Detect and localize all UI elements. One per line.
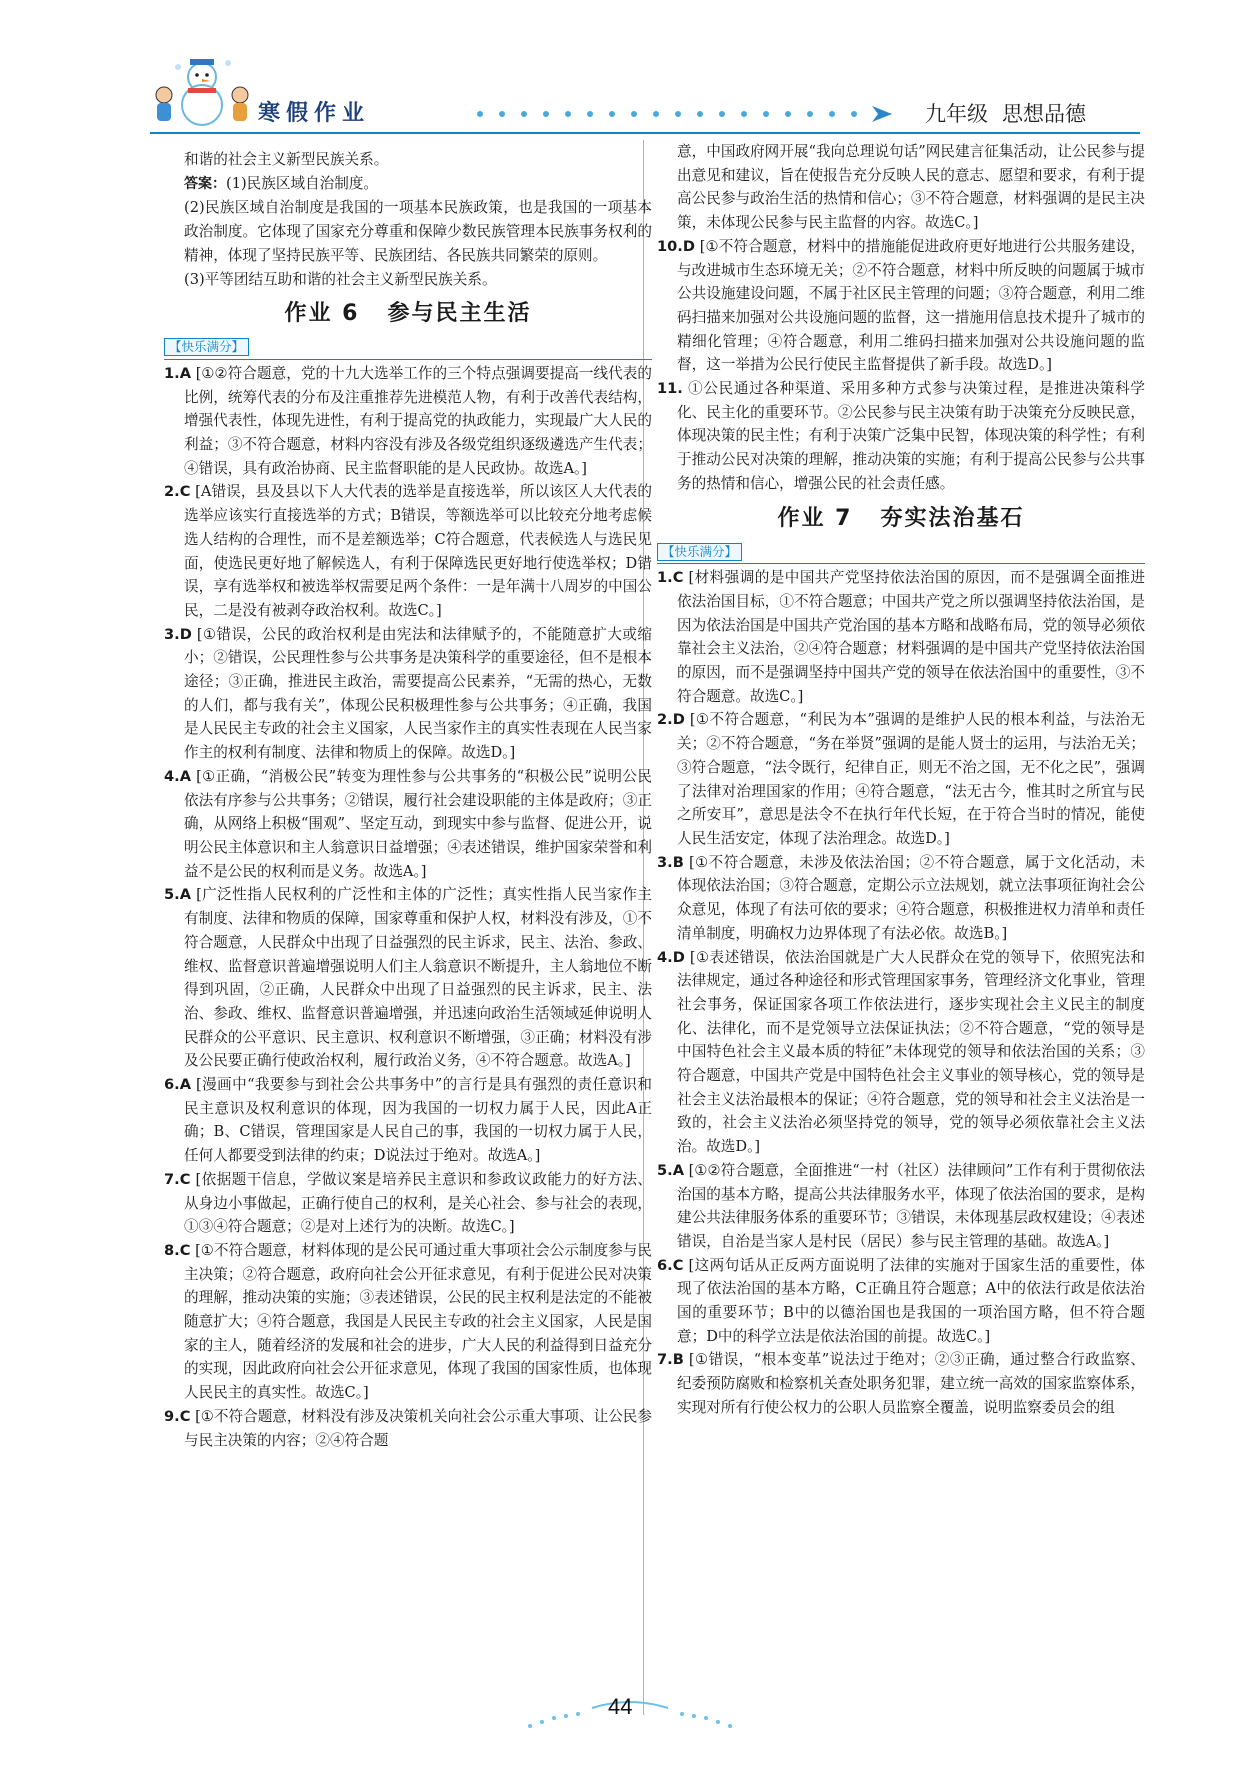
list-item: 3.D [①错误，公民的政治权利是由宪法和法律赋予的，不能随意扩大或缩小；②错误，公民理性参与公共事务是决策科学的重要途径，但不是根本途径；③正确，推进民主政治，需要提高公民素养，“无需的热心，无数的人们，都与我有关”，体现公民积极理性参与公共事务；④正确，我国是人民民主专政的社会主义国家，人民当家作主的真实性表现在人民当家作主的权利有制度、法律和物质上的保障。故选D。] <box>164 625 652 762</box>
page-number: 44 <box>608 1694 633 1719</box>
subject-label: 思想品德 <box>1002 102 1086 126</box>
list-item: 1.A [①②符合题意，党的十九大选举工作的三个特点强调要提高一线代表的比例，统筹代表的分布及注重推荐先进模范人物，有利于改善代表结构，增强代表性，体现先进性，有利于提高党的执政能力，实现最广大人民的利益；③不符合题意，材料内容没有涉及各级党组织逐级遴选产生代表；④错误，具有政治协商、民主监督职能的是人民政协。故选A。] <box>164 364 652 477</box>
right-column <box>657 140 1145 1420</box>
list-item: 2.C [A错误，县及县以下人大代表的选举是直接选举，所以该区人大代表的选举应该实行直接选举的方式；B错误，等额选举可以比较充分地考虑候选人结构的合理性，而不是差额选举；C符合题意，代表候选人与选民见面，使选民更好地了解候选人，有利于保障选民更好地行使选举权；D错误，享有选举权和被选举权需要足两个条件：一是年满十八周岁的中国公民，二是没有被剥夺政治权利。故选C。] <box>164 483 652 619</box>
list-item: 6.A [漫画中“我要参与到社会公共事务中”的言行是具有强烈的责任意识和民主意识及权利意识的体现，因为我国的一切权力属于人民，因此A正确；B、C错误，管理国家是人民自己的事，我国的一切权力属于人民，任何人都要受到法律的约束；D说法过于绝对。故选A。] <box>164 1076 652 1165</box>
tag-row <box>164 335 652 360</box>
list-item: 11. ①公民通过各种渠道、采用多种方式参与决策过程，是推进决策科学化、民主化的重要环节。②公民参与民主决策有助于决策充分反映民意，体现决策的民主性；有利于决策广泛集中民智，体现决策的科学性；有利于推动公民对决策的理解，推动决策的实施；有利于提高公民参与公共事务的热情和信心，增强公民的社会责任感。 <box>657 380 1145 492</box>
dotted-arrow-decoration <box>472 104 912 124</box>
header-rule <box>150 132 1140 134</box>
list-item: 6.C [这两句话从正反两方面说明了法律的实施对于国家生活的重要性，体现了依法治国的基本方略，C正确且符合题意；A中的依法行政是依法治国的重要环节；B中的以德治国也是我国的一项治国方略，但不符合题意；D中的科学立法是依法治国的前提。故选C。] <box>657 1256 1145 1345</box>
intro-line: 和谐的社会主义新型民族关系。 <box>184 151 389 168</box>
list-item: 2.D [①不符合题意，“利民为本”强调的是维护人民的根本利益，与法治无关；②不符合题意，“务在举贤”强调的是能人贤士的运用，与法治无关；③符合题意，“法令既行，纪律自正，则无不治之国，无不化之民”，强调了法律对治理国家的作用；④符合题意，“法无古今，惟其时之所宜与民之所安耳”，意思是法令不在执行年代长短，在于符合当时的情况，能使人民生活安定，体现了法治理念。故选D。] <box>657 711 1146 847</box>
list-item: 4.A [①正确，“消极公民”转变为理性参与公共事务的“积极公民”说明公民依法有序参与公共事务；②错误，履行社会建设职能的主体是政府；③正确，从网络上积极“围观”、坚定互动，到现实中参与监督、促进公开，说明公民主体意识和主人翁意识日益增强；④表述错误，维护国家荣誉和利益不是公民的权利而是义务。故选A。] <box>164 767 653 880</box>
grade-label: 九年级 <box>925 102 988 126</box>
snowman-kids-icon <box>150 55 255 130</box>
left-column <box>164 148 652 1452</box>
tag-row <box>657 540 1145 565</box>
page-header <box>0 0 1250 140</box>
list-item: 3.B [①不符合题意，未涉及依法治国；②不符合题意，属于文化活动，未体现依法治国；③符合题意，定期公示立法规划，就立法事项征询社会公众意见，体现了有法可依的要求；④符合题意，积极推进权力清单和责任清单制度，明确权力边界体现了有法必依。故选B。] <box>657 853 1145 942</box>
list-item: 8.C [①不符合题意，材料体现的是公民可通过重大事项社会公示制度参与民主决策；②符合题意，政府向社会公开征求意见，有利于促进公民对决策的理解，推动决策的实施；③表述错误，公民的民主权利是法定的不能被随意扩大；④符合题意，我国是人民民主专政的社会主义国家，人民是国家的主人，随着经济的发展和社会的进步，广大人民的利益得到日益充分的实现，因此政府向社会公开征求意见，体现了我国的国家性质，也体现人民民主的真实性。故选C。] <box>164 1241 653 1402</box>
answer-line-1: 答案：(1)民族区域自治制度。 <box>184 174 379 192</box>
list-item: 7.C [依据题干信息，学做议案是培养民主意识和参政议政能力的好方法、从身边小事做起，正确行使自己的权利，是关心社会、参与社会的表现，①③④符合题意；②是对上述行为的决断。故选C。] <box>164 1170 652 1236</box>
section-6-title: 作业 6 参与民主生活 <box>284 301 532 327</box>
list-item: 1.C [材料强调的是中国共产党坚持依法治国的原因，而不是强调全面推进依法治国目标，①不符合题意；中国共产党之所以强调坚持依法治国，是因为依法治国是中国共产党治国的基本方略和战略布局，党的领导必须依靠社会主义法治，②④符合题意；材料强调的是中国共产党坚持依法治国的原因，而不是强调坚持中国共产党的领导在依法治国中的重要性，③不符合题意。故选C。] <box>657 569 1145 705</box>
list-item: 5.A [广泛性指人民权利的广泛性和主体的广泛性；真实性指人民当家作主有制度、法律和物质的保障，国家尊重和保护人权，材料没有涉及，①不符合题意，人民群众中出现了日益强烈的民主诉求，民主、法治、参政、维权、监督意识普遍增强说明人们主人翁意识不断提升，主人翁地位不断得到巩固，②正确，人民群众中出现了日益强烈的民主诉求，民主、法治、参政、维权、监督意识普遍增强，并迅速向政治生活领域延伸说明人民群众的公平意识、民主意识、权利意识不断增强，③正确；材料没有涉及公民要正确行使政治权利，履行政治义务，④不符合题意。故选A。] <box>164 886 653 1070</box>
grade-subject <box>925 98 1100 128</box>
happy-full-score-tag: 【快乐满分】 <box>657 543 742 561</box>
answer-line-2: (2)民族区域自治制度是我国的一项基本民族政策，也是我国的一项基本政治制度。它体现了国家充分尊重和保障少数民族管理本民族事务权利的精神，体现了坚持民族平等、民族团结、各民族共同繁荣的原则。 <box>184 199 652 264</box>
section-7-title: 作业 7 夯实法治基石 <box>777 505 1025 531</box>
happy-full-score-tag: 【快乐满分】 <box>164 338 249 356</box>
list-item: 9.C [①不符合题意，材料没有涉及决策机关向社会公示重大事项、让公民参与民主决策的内容；②④符合题 <box>164 1407 653 1449</box>
list-item-continued: 意，中国政府网开展“我向总理说句话”网民建言征集活动，让公民参与提出意见和建议，旨在使报告充分反映人民的意志、愿望和要求，有利于提高公民参与政治生活的热情和信心；③不符合题意，材料强调的是民主决策，未体现公民参与民主监督的内容。故选C。] <box>677 143 1145 232</box>
list-item: 4.D [①表述错误，依法治国就是广大人民群众在党的领导下，依照宪法和法律规定，通过各种途径和形式管理国家事务，管理经济文化事业，管理社会事务，保证国家各项工作依法进行，逐步实现社会主义民主的制度化、法律化，而不是党领导立法保证执法；②不符合题意，“党的领导是中国特色社会主义最本质的特征”未体现党的领导和依法治国的关系；③符合题意，中国共产党是中国特色社会主义事业的领导核心，党的领导是社会主义法治最根本的保证；④符合题意，党的领导和社会主义法治是一致的，社会主义法治必须坚持党的领导，党的领导必须依靠社会主义法治。故选D。] <box>657 948 1145 1156</box>
list-item: 5.A [①②符合题意，全面推进“一村（社区）法律顾问”工作有利于贯彻依法治国的基本方略，提高公共法律服务水平，体现了依法治国的要求，是构建公共法律服务体系的重要环节；③错误，未体现基层政权建设；④表述错误，自治是当家人是村民（居民）参与民主管理的基础。故选A。] <box>657 1161 1145 1250</box>
list-item: 7.B [①错误，“根本变革”说法过于绝对；②③正确，通过整合行政监察、纪委预防腐败和检察机关查处职务犯罪，建立统一高效的国家监察体系，实现对所有行使公权力的公职人员监察全覆盖，说明监察委员会的组 <box>657 1351 1146 1416</box>
list-item: 10.D [①不符合题意，材料中的措施能促进政府更好地进行公共服务建设，与改进城市生态环境无关；②不符合题意，材料中所反映的问题属于城市公共设施建设问题，不属于社区民主管理的问题；③符合题意，利用二维码扫描来加强对公共设施问题的监督，这一措施用信息技术提升了城市的精细化管理；④符合题意，利用二维码扫描来加强对公共设施问题的监督，这一举措为公民行使民主监督提供了新手段。故选D。] <box>657 237 1145 374</box>
banner-title: 寒假作业 <box>258 101 371 126</box>
answer-label: 答案： <box>184 175 226 192</box>
answer-line-3: (3)平等团结互助和谐的社会主义新型民族关系。 <box>184 270 497 288</box>
